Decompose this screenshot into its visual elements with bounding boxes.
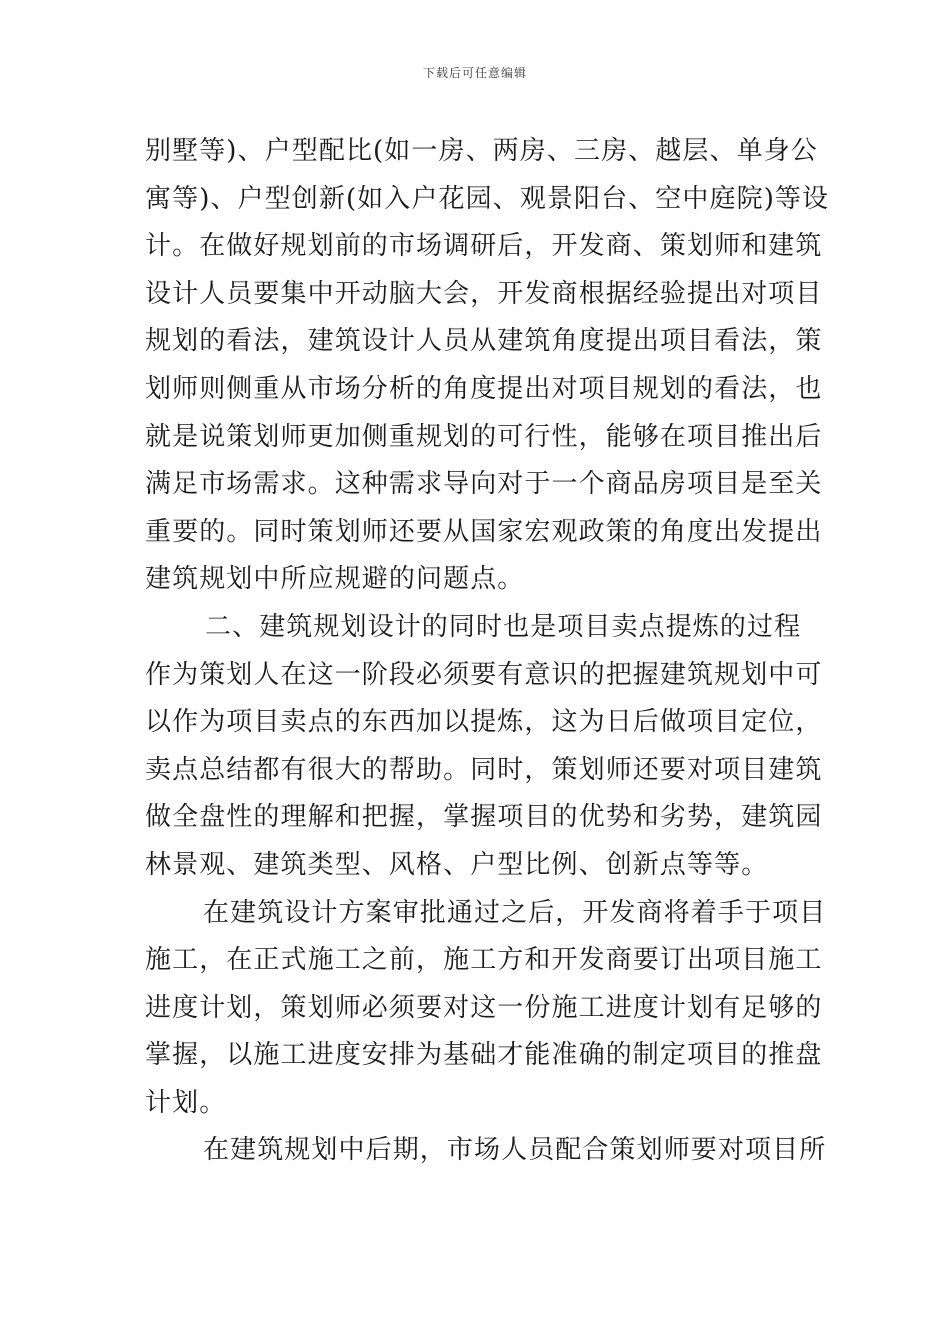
text-line: 作为策划人在这一阶段必须要有意识的把握建筑规划中可 xyxy=(145,659,823,690)
text-line: 做全盘性的理解和把握，掌握项目的优势和劣势，建筑园 xyxy=(145,802,823,833)
text-line: 施工，在正式施工之前，施工方和开发商要订出项目施工 xyxy=(145,945,823,976)
section-heading: 二、建筑规划设计的同时也是项目卖点提炼的过程 xyxy=(205,611,802,642)
text-line: 规划的看法，建筑设计人员从建筑角度提出项目看法，策 xyxy=(145,326,823,357)
text-line: 掌握，以施工进度安排为基础才能准确的制定项目的推盘 xyxy=(145,1040,823,1071)
text-line: 就是说策划师更加侧重规划的可行性，能够在项目推出后 xyxy=(145,421,823,452)
text-line: 进度计划，策划师必须要对这一份施工进度计划有足够的 xyxy=(145,992,823,1023)
paragraph-start: 在建筑设计方案审批通过之后，开发商将着手于项目 xyxy=(203,897,827,928)
body-text xyxy=(145,128,830,1175)
paragraph-start: 在建筑规划中后期，市场人员配合策划师要对项目所 xyxy=(203,1135,827,1166)
text-line: 寓等)、户型创新(如入户花园、观景阳台、空中庭院)等设 xyxy=(145,183,830,214)
text-line: 重要的。同时策划师还要从国家宏观政策的角度出发提出 xyxy=(145,516,823,547)
text-line: 卖点总结都有很大的帮助。同时，策划师还要对项目建筑 xyxy=(145,754,823,785)
text-line: 以作为项目卖点的东西加以提炼，这为日后做项目定位， xyxy=(145,707,823,738)
text-line: 划师则侧重从市场分析的角度提出对项目规划的看法，也 xyxy=(145,373,823,404)
text-line: 计划。 xyxy=(145,1087,227,1118)
text-line: 计。在做好规划前的市场调研后，开发商、策划师和建筑 xyxy=(145,231,823,262)
text-line: 满足市场需求。这种需求导向对于一个商品房项目是至关 xyxy=(145,469,823,500)
text-line: 建筑规划中所应规避的问题点。 xyxy=(145,564,525,595)
text-line: 林景观、建筑类型、风格、户型比例、创新点等等。 xyxy=(145,849,769,880)
page-header: 下载后可任意编辑 xyxy=(422,66,527,80)
text-line: 设计人员要集中开动脑大会，开发商根据经验提出对项目 xyxy=(145,278,823,309)
text-line: 别墅等)、户型配比(如一房、两房、三房、越层、单身公 xyxy=(145,136,818,166)
